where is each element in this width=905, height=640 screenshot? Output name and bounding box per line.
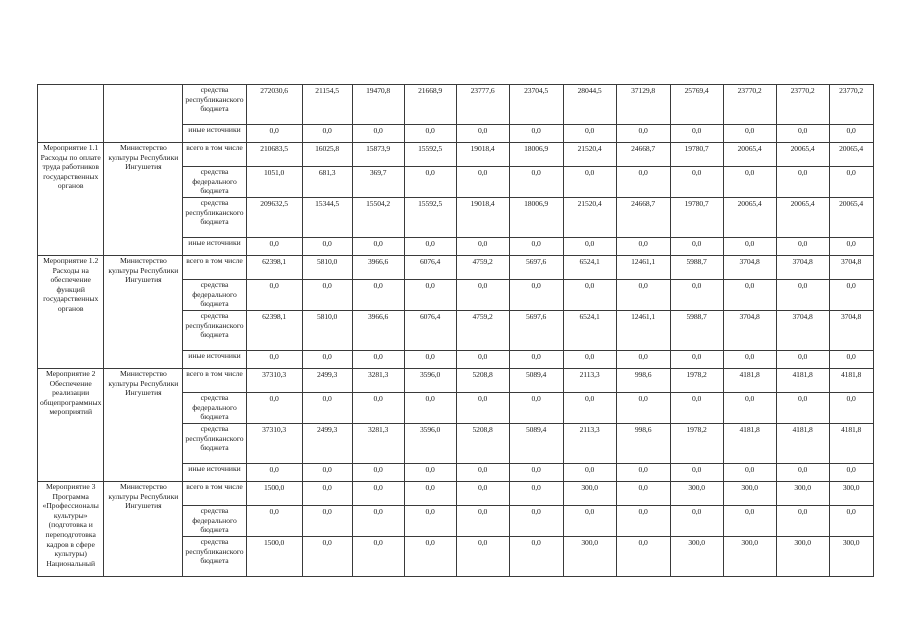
amount-cell: 2113,3 [563, 424, 616, 464]
amount-cell: 0,0 [563, 238, 616, 256]
amount-cell: 3704,8 [829, 256, 873, 280]
amount-cell: 0,0 [723, 464, 776, 482]
amount-cell: 6076,4 [404, 311, 456, 351]
amount-cell: 21154,5 [302, 85, 352, 125]
amount-cell: 0,0 [456, 537, 509, 577]
amount-cell: 5089,4 [509, 424, 563, 464]
amount-cell: 5208,8 [456, 424, 509, 464]
amount-cell: 0,0 [829, 280, 873, 311]
executor-cell: Министерство культуры Республики Ингушетия [104, 256, 183, 369]
amount-cell: 0,0 [404, 482, 456, 506]
funding-source-cell: иные источники [183, 125, 246, 143]
amount-cell: 0,0 [509, 393, 563, 424]
funding-source-cell: средства республиканского бюджета [183, 85, 246, 125]
amount-cell: 3596,0 [404, 424, 456, 464]
amount-cell: 0,0 [404, 238, 456, 256]
amount-cell: 998,6 [616, 369, 670, 393]
amount-cell: 0,0 [616, 351, 670, 369]
amount-cell: 24668,7 [616, 198, 670, 238]
funding-source-cell: средства федерального бюджета [183, 280, 246, 311]
amount-cell: 1051,0 [246, 167, 302, 198]
amount-cell: 15592,5 [404, 143, 456, 167]
amount-cell: 0,0 [352, 464, 404, 482]
amount-cell: 0,0 [776, 125, 829, 143]
amount-cell: 4181,8 [776, 369, 829, 393]
amount-cell: 300,0 [776, 537, 829, 577]
amount-cell: 0,0 [563, 464, 616, 482]
amount-cell: 15592,5 [404, 198, 456, 238]
amount-cell: 0,0 [404, 393, 456, 424]
amount-cell: 5697,6 [509, 311, 563, 351]
amount-cell: 0,0 [616, 506, 670, 537]
amount-cell: 4759,2 [456, 256, 509, 280]
executor-cell: Министерство культуры Республики Ингушетия [104, 482, 183, 577]
amount-cell: 0,0 [670, 464, 723, 482]
funding-source-cell: средства федерального бюджета [183, 393, 246, 424]
amount-cell: 0,0 [670, 506, 723, 537]
amount-cell: 0,0 [670, 393, 723, 424]
amount-cell: 0,0 [563, 125, 616, 143]
amount-cell: 5208,8 [456, 369, 509, 393]
amount-cell: 0,0 [302, 238, 352, 256]
funding-source-cell: всего в том числе [183, 143, 246, 167]
funding-source-cell: всего в том числе [183, 256, 246, 280]
funding-source-cell: всего в том числе [183, 482, 246, 506]
amount-cell: 0,0 [563, 280, 616, 311]
amount-cell: 0,0 [302, 351, 352, 369]
amount-cell: 15504,2 [352, 198, 404, 238]
amount-cell: 0,0 [616, 537, 670, 577]
amount-cell: 23777,6 [456, 85, 509, 125]
amount-cell: 25769,4 [670, 85, 723, 125]
funding-source-cell: средства федерального бюджета [183, 506, 246, 537]
amount-cell: 0,0 [829, 351, 873, 369]
amount-cell: 0,0 [776, 238, 829, 256]
amount-cell: 4759,2 [456, 311, 509, 351]
amount-cell: 0,0 [616, 464, 670, 482]
amount-cell: 18006,9 [509, 143, 563, 167]
amount-cell: 0,0 [509, 238, 563, 256]
amount-cell: 19780,7 [670, 143, 723, 167]
amount-cell: 18006,9 [509, 198, 563, 238]
amount-cell: 0,0 [829, 506, 873, 537]
amount-cell: 0,0 [670, 351, 723, 369]
amount-cell: 0,0 [776, 167, 829, 198]
funding-source-cell: средства республиканского бюджета [183, 198, 246, 238]
table-row [38, 143, 874, 167]
amount-cell: 0,0 [404, 167, 456, 198]
executor-cell [104, 85, 183, 143]
amount-cell: 3596,0 [404, 369, 456, 393]
amount-cell: 0,0 [616, 167, 670, 198]
amount-cell: 0,0 [776, 351, 829, 369]
amount-cell: 300,0 [776, 482, 829, 506]
table-row [38, 85, 874, 125]
activity-cell: Мероприятие 3 Программа «Профессионалы культуры» (подготовка и переподготовка кадров в сфере культуры) Национальный [38, 482, 104, 577]
amount-cell: 0,0 [509, 167, 563, 198]
amount-cell: 0,0 [509, 482, 563, 506]
amount-cell: 21520,4 [563, 143, 616, 167]
activity-cell: Мероприятие 2 Обеспечение реализации общепрограммных мероприятий [38, 369, 104, 482]
amount-cell: 15873,9 [352, 143, 404, 167]
amount-cell: 0,0 [829, 238, 873, 256]
amount-cell: 0,0 [563, 393, 616, 424]
amount-cell: 369,7 [352, 167, 404, 198]
amount-cell: 0,0 [302, 280, 352, 311]
amount-cell: 300,0 [829, 537, 873, 577]
amount-cell: 3704,8 [723, 256, 776, 280]
amount-cell: 0,0 [246, 351, 302, 369]
amount-cell: 20065,4 [776, 198, 829, 238]
amount-cell: 6524,1 [563, 311, 616, 351]
amount-cell: 0,0 [352, 351, 404, 369]
amount-cell: 0,0 [302, 393, 352, 424]
amount-cell: 0,0 [509, 125, 563, 143]
amount-cell: 300,0 [563, 537, 616, 577]
amount-cell: 23770,2 [723, 85, 776, 125]
amount-cell: 0,0 [776, 464, 829, 482]
amount-cell: 0,0 [829, 125, 873, 143]
amount-cell: 0,0 [829, 393, 873, 424]
amount-cell: 21668,9 [404, 85, 456, 125]
funding-table [37, 84, 874, 577]
amount-cell: 4181,8 [723, 424, 776, 464]
amount-cell: 19018,4 [456, 143, 509, 167]
amount-cell: 0,0 [352, 238, 404, 256]
amount-cell: 1500,0 [246, 482, 302, 506]
amount-cell: 0,0 [723, 238, 776, 256]
amount-cell: 0,0 [404, 537, 456, 577]
amount-cell: 28044,5 [563, 85, 616, 125]
amount-cell: 4181,8 [829, 369, 873, 393]
amount-cell: 0,0 [829, 464, 873, 482]
amount-cell: 0,0 [456, 482, 509, 506]
amount-cell: 20065,4 [723, 198, 776, 238]
amount-cell: 3704,8 [829, 311, 873, 351]
amount-cell: 300,0 [670, 537, 723, 577]
amount-cell: 12461,1 [616, 311, 670, 351]
amount-cell: 0,0 [302, 506, 352, 537]
amount-cell: 4181,8 [776, 424, 829, 464]
amount-cell: 15344,5 [302, 198, 352, 238]
amount-cell: 300,0 [563, 482, 616, 506]
amount-cell: 5988,7 [670, 311, 723, 351]
funding-source-cell: средства федерального бюджета [183, 167, 246, 198]
amount-cell: 0,0 [723, 167, 776, 198]
amount-cell: 0,0 [723, 506, 776, 537]
amount-cell: 0,0 [352, 125, 404, 143]
amount-cell: 6076,4 [404, 256, 456, 280]
amount-cell: 0,0 [246, 393, 302, 424]
amount-cell: 300,0 [723, 537, 776, 577]
amount-cell: 210683,5 [246, 143, 302, 167]
table-row [38, 369, 874, 393]
amount-cell: 0,0 [456, 125, 509, 143]
amount-cell: 0,0 [723, 280, 776, 311]
amount-cell: 0,0 [456, 464, 509, 482]
amount-cell: 2499,3 [302, 424, 352, 464]
amount-cell: 0,0 [246, 464, 302, 482]
amount-cell: 0,0 [723, 393, 776, 424]
amount-cell: 0,0 [404, 280, 456, 311]
amount-cell: 0,0 [670, 238, 723, 256]
amount-cell: 20065,4 [829, 143, 873, 167]
amount-cell: 0,0 [563, 506, 616, 537]
amount-cell: 2113,3 [563, 369, 616, 393]
amount-cell: 23770,2 [829, 85, 873, 125]
amount-cell: 6524,1 [563, 256, 616, 280]
amount-cell: 37310,3 [246, 424, 302, 464]
amount-cell: 3704,8 [776, 311, 829, 351]
amount-cell: 0,0 [723, 351, 776, 369]
amount-cell: 0,0 [616, 280, 670, 311]
amount-cell: 0,0 [456, 506, 509, 537]
amount-cell: 0,0 [404, 464, 456, 482]
amount-cell: 209632,5 [246, 198, 302, 238]
amount-cell: 0,0 [509, 351, 563, 369]
amount-cell: 0,0 [302, 537, 352, 577]
amount-cell: 0,0 [404, 351, 456, 369]
funding-source-cell: иные источники [183, 464, 246, 482]
amount-cell: 0,0 [302, 125, 352, 143]
amount-cell: 0,0 [670, 167, 723, 198]
amount-cell: 23704,5 [509, 85, 563, 125]
executor-cell: Министерство культуры Республики Ингушетия [104, 369, 183, 482]
funding-source-cell: средства республиканского бюджета [183, 537, 246, 577]
amount-cell: 0,0 [616, 482, 670, 506]
amount-cell: 3704,8 [723, 311, 776, 351]
amount-cell: 0,0 [302, 482, 352, 506]
amount-cell: 681,3 [302, 167, 352, 198]
amount-cell: 0,0 [246, 280, 302, 311]
amount-cell: 3704,8 [776, 256, 829, 280]
amount-cell: 0,0 [246, 506, 302, 537]
executor-cell: Министерство культуры Республики Ингушетия [104, 143, 183, 256]
amount-cell: 3281,3 [352, 369, 404, 393]
amount-cell: 5810,0 [302, 311, 352, 351]
amount-cell: 16025,8 [302, 143, 352, 167]
funding-source-cell: иные источники [183, 351, 246, 369]
amount-cell: 5988,7 [670, 256, 723, 280]
amount-cell: 20065,4 [723, 143, 776, 167]
amount-cell: 0,0 [404, 125, 456, 143]
amount-cell: 0,0 [509, 506, 563, 537]
amount-cell: 0,0 [352, 506, 404, 537]
table-row [38, 482, 874, 506]
amount-cell: 998,6 [616, 424, 670, 464]
amount-cell: 3281,3 [352, 424, 404, 464]
amount-cell: 2499,3 [302, 369, 352, 393]
table-row [38, 256, 874, 280]
amount-cell: 20065,4 [829, 198, 873, 238]
amount-cell: 19470,8 [352, 85, 404, 125]
amount-cell: 0,0 [456, 167, 509, 198]
amount-cell: 20065,4 [776, 143, 829, 167]
amount-cell: 0,0 [509, 537, 563, 577]
amount-cell: 0,0 [352, 393, 404, 424]
funding-source-cell: иные источники [183, 238, 246, 256]
amount-cell: 1978,2 [670, 424, 723, 464]
amount-cell: 21520,4 [563, 198, 616, 238]
amount-cell: 0,0 [352, 537, 404, 577]
amount-cell: 0,0 [509, 280, 563, 311]
amount-cell: 0,0 [352, 280, 404, 311]
amount-cell: 4181,8 [829, 424, 873, 464]
amount-cell: 12461,1 [616, 256, 670, 280]
amount-cell: 4181,8 [723, 369, 776, 393]
funding-source-cell: средства республиканского бюджета [183, 424, 246, 464]
funding-source-cell: всего в том числе [183, 369, 246, 393]
amount-cell: 0,0 [670, 125, 723, 143]
amount-cell: 5810,0 [302, 256, 352, 280]
amount-cell: 0,0 [616, 125, 670, 143]
amount-cell: 37310,3 [246, 369, 302, 393]
amount-cell: 23770,2 [776, 85, 829, 125]
amount-cell: 0,0 [456, 238, 509, 256]
amount-cell: 0,0 [776, 280, 829, 311]
amount-cell: 3966,6 [352, 311, 404, 351]
amount-cell: 0,0 [776, 506, 829, 537]
amount-cell: 0,0 [563, 167, 616, 198]
amount-cell: 24668,7 [616, 143, 670, 167]
table-body [38, 85, 874, 577]
amount-cell: 1500,0 [246, 537, 302, 577]
funding-source-cell: средства республиканского бюджета [183, 311, 246, 351]
activity-cell: Мероприятие 1.1 Расходы по оплате труда работников государственных органов [38, 143, 104, 256]
amount-cell: 1978,2 [670, 369, 723, 393]
amount-cell: 5089,4 [509, 369, 563, 393]
amount-cell: 300,0 [723, 482, 776, 506]
amount-cell: 19780,7 [670, 198, 723, 238]
amount-cell: 0,0 [456, 280, 509, 311]
amount-cell: 62398,1 [246, 311, 302, 351]
amount-cell: 0,0 [723, 125, 776, 143]
amount-cell: 0,0 [616, 393, 670, 424]
activity-cell [38, 85, 104, 143]
amount-cell: 0,0 [776, 393, 829, 424]
amount-cell: 5697,6 [509, 256, 563, 280]
amount-cell: 0,0 [563, 351, 616, 369]
amount-cell: 62398,1 [246, 256, 302, 280]
amount-cell: 19018,4 [456, 198, 509, 238]
amount-cell: 0,0 [302, 464, 352, 482]
activity-cell: Мероприятие 1.2 Расходы на обеспечение функций государственных органов [38, 256, 104, 369]
amount-cell: 0,0 [246, 125, 302, 143]
amount-cell: 0,0 [456, 351, 509, 369]
amount-cell: 3966,6 [352, 256, 404, 280]
amount-cell: 0,0 [352, 482, 404, 506]
amount-cell: 37129,8 [616, 85, 670, 125]
amount-cell: 272030,6 [246, 85, 302, 125]
amount-cell: 0,0 [456, 393, 509, 424]
amount-cell: 0,0 [509, 464, 563, 482]
amount-cell: 0,0 [829, 167, 873, 198]
amount-cell: 0,0 [670, 280, 723, 311]
amount-cell: 300,0 [670, 482, 723, 506]
amount-cell: 0,0 [246, 238, 302, 256]
amount-cell: 300,0 [829, 482, 873, 506]
amount-cell: 0,0 [616, 238, 670, 256]
amount-cell: 0,0 [404, 506, 456, 537]
